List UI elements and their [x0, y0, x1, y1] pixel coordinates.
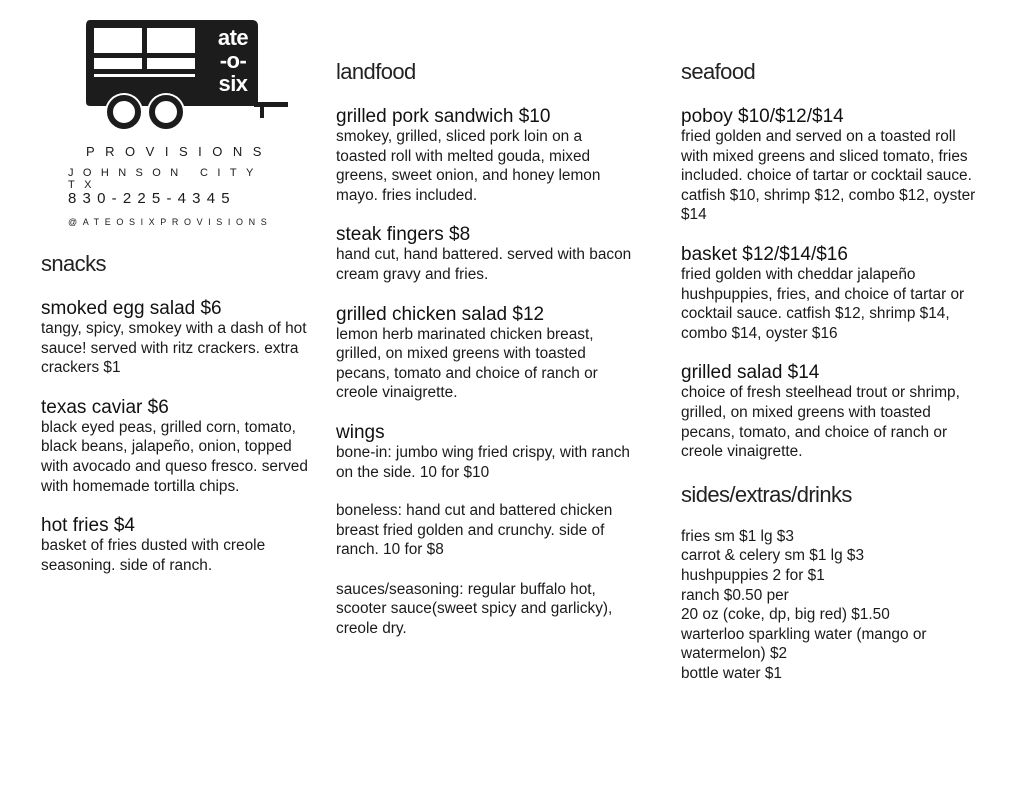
item-name: poboy $10/$12/$14: [681, 106, 844, 127]
item-description: lemon herb marinated chicken breast, grilled, on mixed greens with toasted pecans, tomato and choice of ranch or creole vinaigrette.: [336, 325, 598, 402]
item-description: choice of fresh steelhead trout or shrimp, grilled, on mixed greens with toasted pecans, tomato, and choice of ranch or creole vinaigrette.: [681, 384, 960, 461]
wings-sauces-text: sauces/seasoning: regular buffalo hot, scooter sauce(sweet spicy and garlicky), creole dry.: [336, 580, 613, 637]
brand-subtitle: PROVISIONS: [86, 144, 272, 159]
section-title: seafood: [681, 59, 756, 84]
list-item: bottle water $1: [681, 664, 782, 682]
food-trailer-icon: [84, 18, 289, 138]
list-item: fries sm $1 lg $3: [681, 527, 794, 545]
section-snacks: [41, 250, 321, 594]
list-item: carrot & celery sm $1 lg $3: [681, 547, 865, 565]
menu-item: [681, 362, 981, 461]
item-description: tangy, spicy, smokey with a dash of hot sauce! served with ritz crackers. extra crackers $1: [41, 320, 307, 377]
menu-item: [336, 304, 636, 403]
brand-line: -o-: [219, 48, 247, 73]
menu-item: [681, 244, 981, 343]
brand-line: ate: [217, 25, 249, 50]
list-item: hushpuppies 2 for $1: [681, 566, 825, 584]
item-description: fried golden and served on a toasted roll with mixed greens and sliced tomato, fries included. choice of tartar or cocktail sauce. catfish $10, shrimp $12, combo $12, oyster $14: [681, 128, 976, 224]
menu-item-wings: [336, 422, 636, 482]
phone-number[interactable]: 830-225-4345: [68, 190, 236, 207]
item-name: grilled pork sandwich $10: [336, 106, 551, 127]
item-name: smoked egg salad $6: [41, 298, 222, 319]
list-item: warterloo sparkling water (mango or watermelon) $2: [681, 625, 927, 663]
section-title: landfood: [336, 59, 416, 84]
menu-item: [336, 224, 636, 284]
wings-boneless-text: boneless: hand cut and battered chicken breast fried golden and crunchy. side of ranch. 10 for $8: [336, 502, 613, 559]
item-description: hand cut, hand battered. served with bacon cream gravy and fries.: [336, 246, 632, 283]
item-description: fried golden with cheddar jalapeño hushpuppies, fries, and choice of tartar or cocktail sauce. catfish $12, shrimp $14, combo $14, oyster $16: [681, 265, 965, 342]
item-description: black eyed peas, grilled corn, tomato, black beans, jalapeño, onion, topped with avocado and queso fresco. served with homemade tortilla chips.: [41, 418, 308, 495]
brand-wordmark: [210, 26, 256, 95]
menu-item: [41, 298, 321, 378]
item-name: steak fingers $8: [336, 224, 471, 246]
menu-item: [681, 106, 981, 225]
item-name: hot fries $4: [41, 515, 135, 537]
sides-list: [681, 527, 981, 684]
section-landfood: [336, 58, 636, 658]
section-title: snacks: [41, 251, 106, 276]
section-sides: [681, 481, 981, 684]
item-name: grilled salad $14: [681, 362, 820, 384]
location-text: JOHNSON CITY TX: [68, 167, 263, 191]
item-description: bone-in: jumbo wing fried crispy, with ranch on the side. 10 for $10: [336, 443, 630, 481]
social-handle[interactable]: @ATEOSIXPROVISIONS: [68, 217, 273, 227]
menu-item: [41, 515, 321, 575]
menu-item: [336, 106, 636, 205]
brand-line: six: [218, 71, 248, 96]
item-description: basket of fries dusted with creole seasoning. side of ranch.: [41, 537, 266, 574]
list-item: 20 oz (coke, dp, big red) $1.50: [681, 606, 890, 624]
menu-item: [41, 397, 321, 496]
item-name: grilled chicken salad $12: [336, 303, 545, 325]
list-item: ranch $0.50 per: [681, 586, 789, 604]
section-seafood: [681, 58, 981, 683]
item-name: wings: [336, 421, 385, 443]
item-name: texas caviar $6: [41, 396, 169, 418]
item-name: basket $12/$14/$16: [681, 243, 848, 265]
item-description: smokey, grilled, sliced pork loin on a toasted roll with melted gouda, mixed greens, sweet onion, and honey lemon mayo. fries included.: [336, 128, 601, 204]
section-title: sides/extras/drinks: [681, 481, 852, 507]
